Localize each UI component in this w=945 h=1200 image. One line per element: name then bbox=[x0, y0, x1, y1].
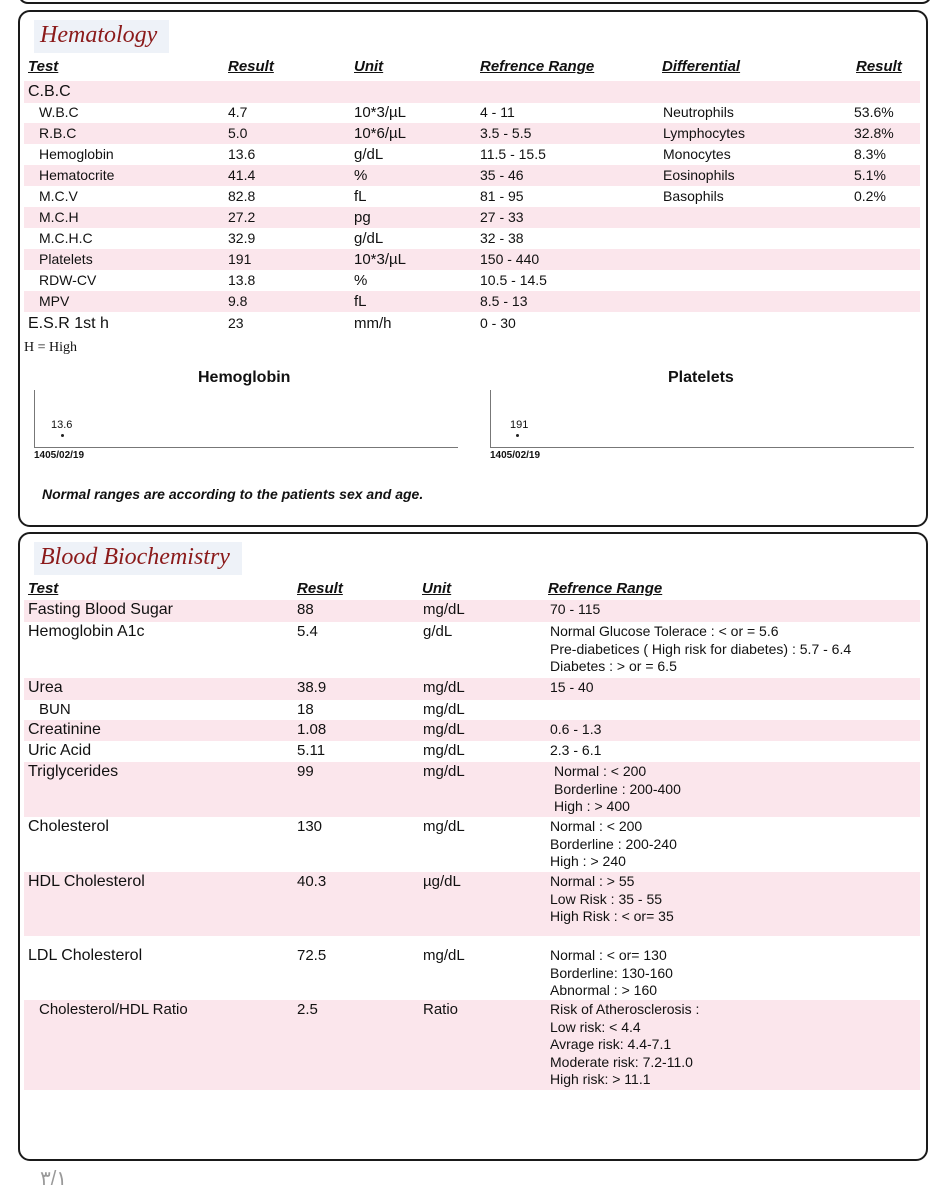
hematology-result: 13.8 bbox=[228, 272, 256, 288]
hematology-test-name: MPV bbox=[39, 293, 70, 309]
hematology-row bbox=[24, 249, 920, 270]
hematology-result: 13.6 bbox=[228, 146, 256, 162]
platelets-graph-point bbox=[516, 434, 519, 437]
hematology-test-name: M.C.H bbox=[39, 209, 79, 225]
biochemistry-range bbox=[550, 679, 594, 697]
platelets-graph-value: 191 bbox=[510, 419, 529, 431]
biochemistry-result: 40.3 bbox=[297, 873, 327, 890]
header-result: Result bbox=[228, 58, 274, 75]
biochemistry-result: 5.4 bbox=[297, 623, 318, 640]
hematology-result: 9.8 bbox=[228, 293, 248, 309]
hematology-test-name: Platelets bbox=[39, 251, 93, 267]
biochemistry-unit: mg/dL bbox=[423, 701, 465, 718]
biochemistry-range-line: Moderate risk: 7.2-11.0 bbox=[550, 1053, 693, 1070]
hematology-unit: 10*6/µL bbox=[354, 125, 407, 142]
biochemistry-row bbox=[24, 817, 920, 872]
biochemistry-test-name: BUN bbox=[39, 701, 71, 718]
hematology-result: 191 bbox=[228, 251, 252, 267]
biochemistry-range bbox=[550, 601, 600, 619]
differential-result: 8.3% bbox=[854, 146, 886, 162]
hematology-result: 32.9 bbox=[228, 230, 256, 246]
biochemistry-range-line: Low risk: < 4.4 bbox=[550, 1018, 641, 1035]
biochemistry-range bbox=[550, 818, 677, 871]
platelets-graph-x-axis bbox=[490, 447, 914, 448]
hematology-row bbox=[24, 165, 920, 186]
biochemistry-test-name: Triglycerides bbox=[28, 763, 119, 780]
biochemistry-range-line: High : > 400 bbox=[554, 798, 630, 814]
hematology-result: 4.7 bbox=[228, 104, 248, 120]
biochemistry-result: 99 bbox=[297, 763, 314, 780]
biochemistry-range-line: Borderline : 200-240 bbox=[550, 835, 677, 852]
differential-name: Monocytes bbox=[663, 146, 731, 162]
hematology-unit: 10*3/µL bbox=[354, 251, 407, 268]
hematology-test-name: E.S.R 1st h bbox=[28, 315, 109, 332]
hemoglobin-graph-point bbox=[61, 434, 64, 437]
hematology-range: 150 - 440 bbox=[480, 251, 540, 267]
biochemistry-test-name: Hemoglobin A1c bbox=[28, 623, 145, 640]
hematology-unit: g/dL bbox=[354, 146, 384, 163]
biochemistry-result: 38.9 bbox=[297, 679, 327, 696]
hematology-unit: mm/h bbox=[354, 315, 392, 332]
biochemistry-range-line: Normal : < 200 bbox=[550, 818, 643, 834]
hematology-unit: pg bbox=[354, 209, 371, 226]
biochemistry-range bbox=[550, 873, 674, 926]
biochemistry-test-name: Fasting Blood Sugar bbox=[28, 601, 173, 618]
hematology-test-name: M.C.H.C bbox=[39, 230, 93, 246]
biochemistry-range-line: Borderline : 200-400 bbox=[554, 780, 681, 797]
biochemistry-row bbox=[24, 936, 920, 1000]
hematology-result: 82.8 bbox=[228, 188, 256, 204]
biochemistry-range-line: 0.6 - 1.3 bbox=[550, 721, 602, 737]
biochemistry-row bbox=[24, 600, 920, 622]
biochemistry-test-name: Cholesterol/HDL Ratio bbox=[39, 1001, 188, 1018]
biochemistry-range bbox=[550, 623, 851, 676]
biochemistry-range bbox=[550, 763, 681, 816]
hematology-unit: fL bbox=[354, 293, 367, 310]
hemoglobin-graph-y-axis bbox=[34, 390, 35, 448]
hematology-row bbox=[24, 270, 920, 291]
biochemistry-range-line: High risk: > 11.1 bbox=[550, 1071, 651, 1087]
header-test: Test bbox=[28, 58, 59, 75]
bio-header-result: Result bbox=[297, 580, 343, 597]
hematology-unit: % bbox=[354, 272, 368, 289]
biochemistry-range bbox=[550, 947, 673, 1000]
biochemistry-test-name: Urea bbox=[28, 679, 63, 696]
biochemistry-range-line: Abnormal : > 160 bbox=[550, 982, 658, 998]
biochemistry-unit: µg/dL bbox=[423, 873, 461, 890]
differential-name: Lymphocytes bbox=[663, 125, 745, 141]
biochemistry-range-line: Borderline: 130-160 bbox=[550, 964, 673, 981]
biochemistry-unit: g/dL bbox=[423, 623, 453, 640]
hematology-row bbox=[24, 228, 920, 249]
hematology-range: 27 - 33 bbox=[480, 209, 524, 225]
hematology-unit: 10*3/µL bbox=[354, 104, 407, 121]
page-number: ۳/۱ bbox=[40, 1168, 68, 1190]
biochemistry-range-line: Normal Glucose Tolerace : < or = 5.6 bbox=[550, 623, 779, 639]
hematology-test-name: W.B.C bbox=[39, 104, 79, 120]
hematology-range: 11.5 - 15.5 bbox=[480, 146, 546, 162]
biochemistry-result: 88 bbox=[297, 601, 314, 618]
hematology-result: 23 bbox=[228, 315, 244, 331]
biochemistry-range-line: Normal : > 55 bbox=[550, 873, 635, 889]
previous-panel-edge bbox=[18, 0, 932, 4]
biochemistry-unit: mg/dL bbox=[423, 947, 465, 964]
biochemistry-row bbox=[24, 1000, 920, 1090]
biochemistry-panel bbox=[18, 532, 928, 1161]
biochemistry-range-line: Risk of Atherosclerosis : bbox=[550, 1001, 700, 1017]
biochemistry-unit: mg/dL bbox=[423, 679, 465, 696]
header-reference-range: Refrence Range bbox=[480, 58, 595, 75]
biochemistry-row bbox=[24, 720, 920, 741]
biochemistry-range-line: High : > 240 bbox=[550, 853, 626, 869]
biochemistry-range-line: High Risk : < or= 35 bbox=[550, 908, 674, 924]
biochemistry-row bbox=[24, 872, 920, 936]
hematology-row bbox=[24, 291, 920, 312]
biochemistry-unit: mg/dL bbox=[423, 742, 465, 759]
differential-name: Eosinophils bbox=[663, 167, 735, 183]
biochemistry-row bbox=[24, 700, 920, 720]
hematology-panel bbox=[18, 10, 928, 527]
differential-result: 5.1% bbox=[854, 167, 886, 183]
differential-result: 0.2% bbox=[854, 188, 886, 204]
biochemistry-result: 72.5 bbox=[297, 947, 327, 964]
biochemistry-range-line: Diabetes : > or = 6.5 bbox=[550, 658, 677, 674]
biochemistry-unit: mg/dL bbox=[423, 763, 465, 780]
hematology-range: 0 - 30 bbox=[480, 315, 516, 331]
biochemistry-row bbox=[24, 622, 920, 678]
biochemistry-result: 5.11 bbox=[297, 742, 326, 759]
header-differential: Differential bbox=[662, 58, 741, 75]
header-unit: Unit bbox=[354, 58, 384, 75]
hematology-range: 35 - 46 bbox=[480, 167, 524, 183]
biochemistry-result: 1.08 bbox=[297, 721, 327, 738]
biochemistry-result: 2.5 bbox=[297, 1001, 318, 1018]
hematology-range: 3.5 - 5.5 bbox=[480, 125, 532, 141]
hematology-test-name: M.C.V bbox=[39, 188, 78, 204]
hemoglobin-graph-x-axis bbox=[34, 447, 458, 448]
hematology-unit: % bbox=[354, 167, 368, 184]
biochemistry-test-name: Uric Acid bbox=[28, 742, 92, 759]
biochemistry-unit: Ratio bbox=[423, 1001, 459, 1018]
hemoglobin-graph-title: Hemoglobin bbox=[198, 369, 291, 386]
platelets-graph-title: Platelets bbox=[668, 369, 734, 386]
bio-header-test: Test bbox=[28, 580, 59, 597]
hematology-row bbox=[24, 123, 920, 144]
header-differential-result: Result bbox=[856, 58, 902, 75]
differential-result: 32.8% bbox=[854, 125, 894, 141]
biochemistry-range-line: 15 - 40 bbox=[550, 679, 594, 695]
platelets-graph-date: 1405/02/19 bbox=[490, 450, 541, 461]
hemoglobin-graph-date: 1405/02/19 bbox=[34, 450, 85, 461]
biochemistry-test-name: HDL Cholesterol bbox=[28, 873, 145, 890]
hematology-range: 10.5 - 14.5 bbox=[480, 272, 547, 288]
hematology-test-name: RDW-CV bbox=[39, 272, 97, 288]
biochemistry-test-name: Cholesterol bbox=[28, 818, 109, 835]
biochemistry-result: 130 bbox=[297, 818, 323, 835]
biochemistry-range-line: Low Risk : 35 - 55 bbox=[550, 890, 663, 907]
biochemistry-row bbox=[24, 741, 920, 762]
biochemistry-unit: mg/dL bbox=[423, 721, 465, 738]
biochemistry-result: 18 bbox=[297, 701, 314, 718]
biochemistry-range-line: 2.3 - 6.1 bbox=[550, 742, 602, 758]
biochemistry-range bbox=[550, 1001, 699, 1089]
hematology-test-name: R.B.C bbox=[39, 125, 77, 141]
hematology-title: Hematology bbox=[34, 20, 169, 53]
biochemistry-range-line: Pre-diabetices ( High risk for diabetes) : 5.7 - 6.4 bbox=[550, 640, 852, 657]
biochemistry-range-line: Avrage risk: 4.4-7.1 bbox=[550, 1036, 672, 1052]
normal-ranges-footnote: Normal ranges are according to the patients sex and age. bbox=[42, 486, 424, 502]
hematology-test-name: Hemoglobin bbox=[39, 146, 114, 162]
biochemistry-range bbox=[550, 742, 601, 760]
hemoglobin-graph-value: 13.6 bbox=[51, 419, 73, 431]
hematology-result: 41.4 bbox=[228, 167, 256, 183]
hematology-unit: g/dL bbox=[354, 230, 384, 247]
biochemistry-test-name: Creatinine bbox=[28, 721, 101, 738]
hematology-row bbox=[24, 207, 920, 228]
biochemistry-test-name: LDL Cholesterol bbox=[28, 947, 143, 964]
hematology-row bbox=[24, 186, 920, 207]
platelets-graph-y-axis bbox=[490, 390, 491, 448]
bio-header-unit: Unit bbox=[422, 580, 452, 597]
hematology-test-name: Hematocrite bbox=[39, 167, 115, 183]
hematology-range: 32 - 38 bbox=[480, 230, 524, 246]
differential-name: Basophils bbox=[663, 188, 724, 204]
biochemistry-row bbox=[24, 762, 920, 817]
biochemistry-title: Blood Biochemistry bbox=[34, 542, 242, 575]
hematology-test-name: C.B.C bbox=[28, 83, 71, 100]
biochemistry-range bbox=[550, 721, 601, 739]
biochemistry-range-line: Normal : < 200 bbox=[554, 763, 647, 779]
hematology-result: 27.2 bbox=[228, 209, 256, 225]
hematology-range: 81 - 95 bbox=[480, 188, 524, 204]
hematology-row bbox=[24, 313, 920, 335]
biochemistry-row bbox=[24, 678, 920, 700]
hematology-result: 5.0 bbox=[228, 125, 248, 141]
hematology-range: 4 - 11 bbox=[480, 104, 515, 120]
biochemistry-unit: mg/dL bbox=[423, 601, 465, 618]
biochemistry-unit: mg/dL bbox=[423, 818, 465, 835]
hematology-row bbox=[24, 81, 920, 103]
biochemistry-range-line: 70 - 115 bbox=[550, 601, 601, 617]
hematology-range: 8.5 - 13 bbox=[480, 293, 528, 309]
biochemistry-range-line: Normal : < or= 130 bbox=[550, 947, 667, 963]
high-legend-note: H = High bbox=[24, 340, 78, 355]
differential-result: 53.6% bbox=[854, 104, 894, 120]
hematology-row bbox=[24, 144, 920, 165]
bio-header-reference-range: Refrence Range bbox=[548, 580, 663, 597]
hematology-unit: fL bbox=[354, 188, 367, 205]
hematology-row bbox=[24, 102, 920, 123]
differential-name: Neutrophils bbox=[663, 104, 734, 120]
